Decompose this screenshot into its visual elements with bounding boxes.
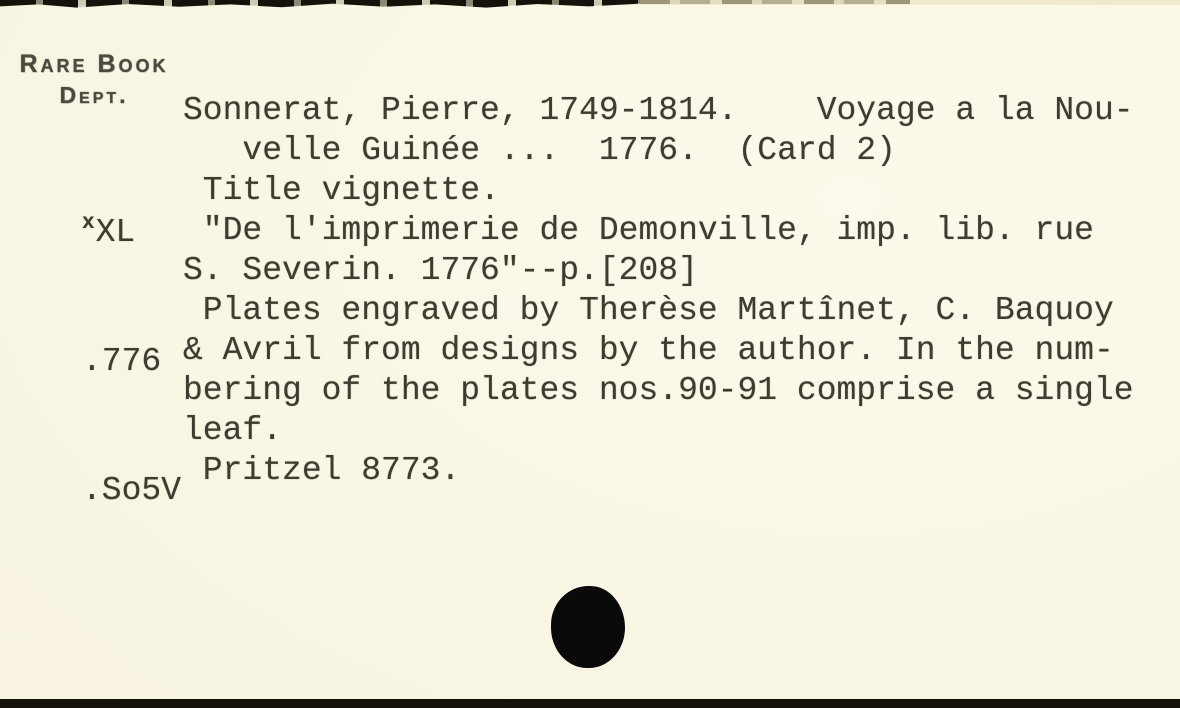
entry-line: S. Severin. 1776"--p.[208] bbox=[183, 252, 698, 289]
entry-line: & Avril from designs by the author. In the num- bbox=[183, 332, 1114, 369]
hole-punch bbox=[551, 586, 625, 668]
rare-book-dept-stamp bbox=[10, 50, 178, 108]
call-number-line-2: .776 bbox=[82, 343, 162, 380]
torn-top-edge bbox=[0, 0, 640, 8]
entry-line: leaf. bbox=[183, 412, 283, 449]
entry-line: "De l'imprimerie de Demonville, imp. lib. rue bbox=[183, 212, 1094, 249]
stamp-line-rare-book: Rare Book bbox=[19, 50, 169, 78]
entry-line: Title vignette. bbox=[183, 172, 500, 209]
entry-line: Plates engraved by Therèse Martînet, C. Baquoy bbox=[183, 292, 1114, 329]
entry-line: bering of the plates nos.90-91 comprise a single bbox=[183, 372, 1134, 409]
bottom-edge bbox=[0, 699, 1180, 708]
entry-line: Sonnerat, Pierre, 1749-1814. Voyage a la Nou- bbox=[183, 92, 1134, 129]
call-number-line-3: .So5V bbox=[82, 472, 182, 509]
torn-top-edge-faint bbox=[640, 0, 910, 4]
typewritten-entry bbox=[183, 91, 1134, 491]
call-number-class: XL bbox=[95, 214, 136, 251]
call-number-line-1 bbox=[82, 202, 181, 254]
call-number bbox=[82, 116, 181, 598]
entry-line: velle Guinée ... 1776. (Card 2) bbox=[183, 132, 896, 169]
stamp-line-dept: Dept. bbox=[59, 82, 129, 108]
call-number-superscript: x bbox=[82, 212, 95, 235]
entry-line: Pritzel 8773. bbox=[183, 452, 461, 489]
